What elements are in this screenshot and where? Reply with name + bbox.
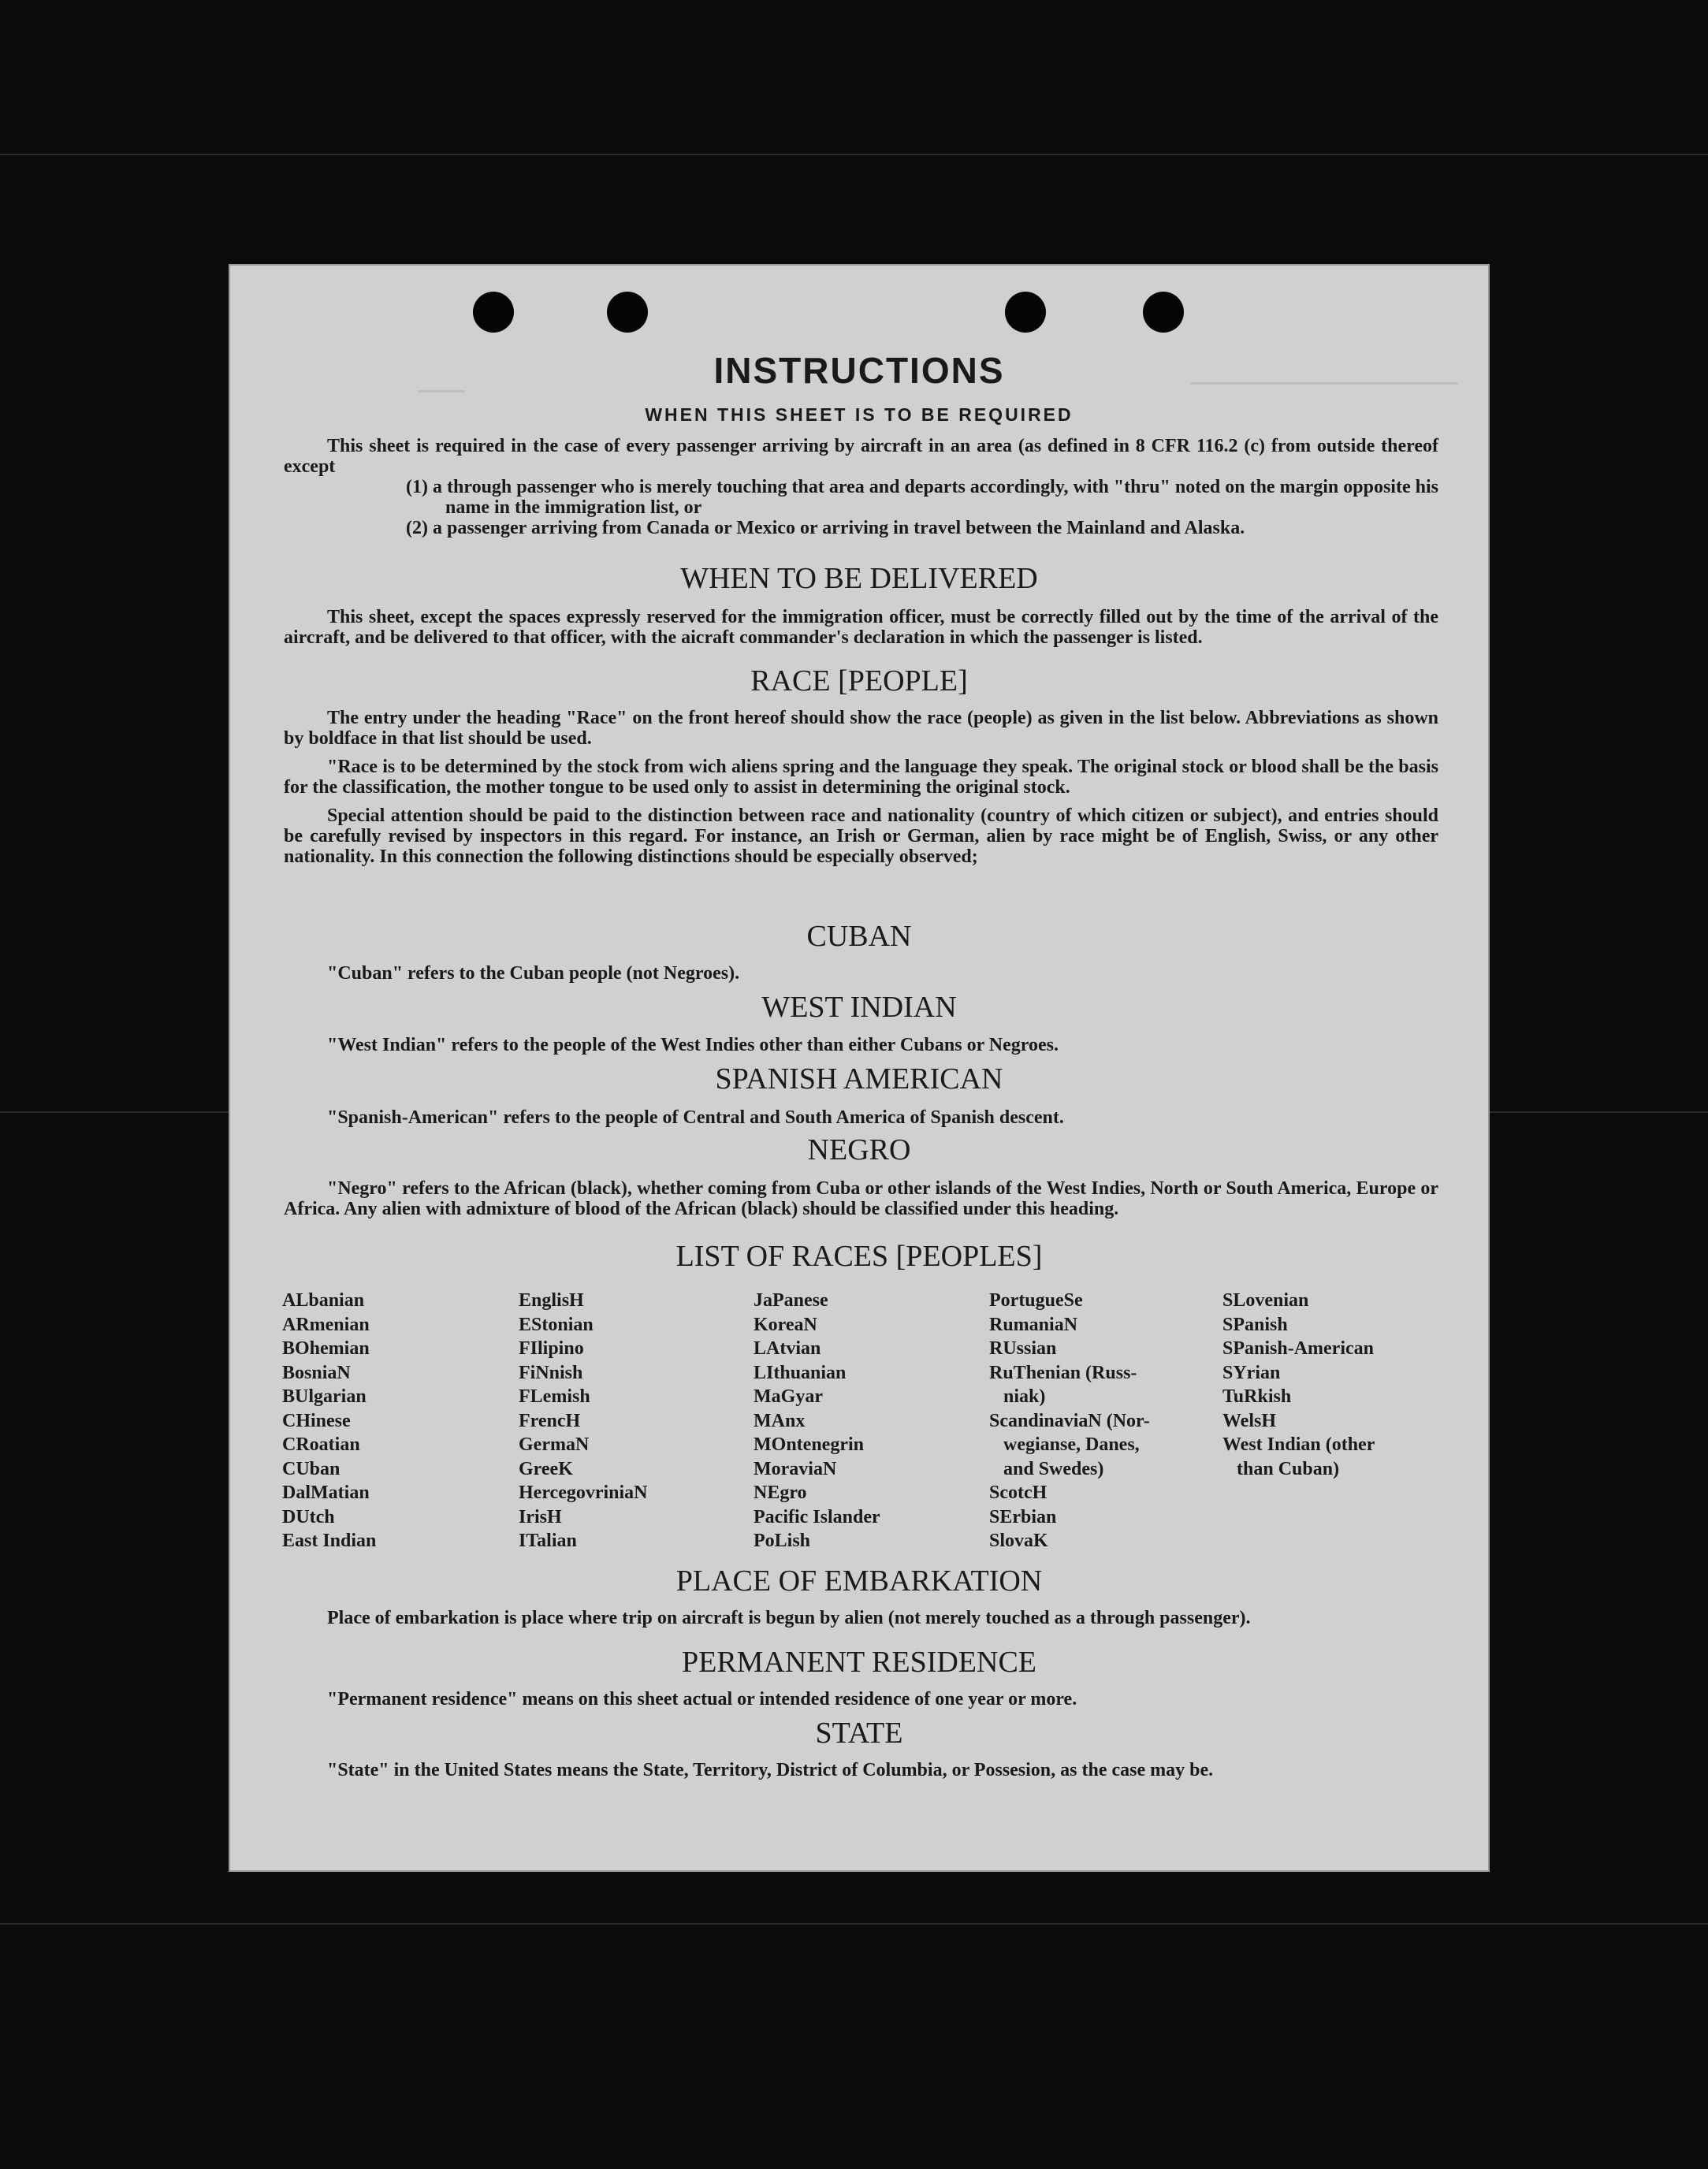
section-heading: SPANISH AMERICAN — [715, 1062, 1003, 1096]
race-item: DalMatian — [282, 1483, 370, 1503]
race-item: LIthuanian — [754, 1362, 847, 1383]
race-item: ScandinaviaN (Nor- — [989, 1410, 1150, 1431]
section-text — [284, 607, 1438, 648]
race-item: JaPanese — [754, 1290, 828, 1311]
race-item: SErbian — [989, 1506, 1057, 1527]
punch-hole — [473, 292, 514, 333]
race-item: ITalian — [519, 1531, 577, 1551]
race-item: ScotcH — [989, 1483, 1047, 1503]
embarkation-text: Place of embarkation is place where trip on aircraft is begun by alien (not merely touched as a through passenger). — [327, 1608, 1251, 1628]
race-item: FLemish — [519, 1386, 590, 1407]
race-item: MAnx — [754, 1410, 806, 1431]
race-item: Pacific Islander — [754, 1506, 880, 1527]
punch-hole — [607, 292, 648, 333]
race-item: BosniaN — [282, 1362, 351, 1383]
section-text — [284, 963, 1438, 984]
section-text — [284, 1178, 1438, 1219]
exception-item: (1) a through passenger who is merely touching that area and departs accordingly, with "thru" noted on the margin opposite his name in the immigration list, or — [406, 477, 1438, 518]
race-item: PoLish — [754, 1531, 811, 1551]
race-item: CHinese — [282, 1410, 351, 1431]
race-item: TuRkish — [1222, 1386, 1292, 1407]
race-item: FrencH — [519, 1410, 581, 1431]
section-text — [284, 708, 1438, 867]
punch-hole — [1143, 292, 1184, 333]
state-text: "State" in the United States means the State, Territory, District of Columbia, or Possesion, as the case may be. — [327, 1760, 1214, 1780]
page-title: INSTRUCTIONS — [713, 350, 1005, 391]
race-item: BUlgarian — [282, 1386, 367, 1407]
race-paragraph: The entry under the heading "Race" on the front hereof should show the race (people) as given in the list below. Abbreviations as shown by boldface in that list should be used. — [284, 708, 1438, 749]
section-heading: PLACE OF EMBARKATION — [675, 1564, 1043, 1598]
section-heading: WEST INDIAN — [761, 991, 957, 1024]
race-item: wegianse, Danes, — [989, 1434, 1140, 1455]
section-text — [284, 1107, 1438, 1128]
race-paragraph: Special attention should be paid to the distinction between race and nationality (country of which citizen or subject), and entries should be carefully revised by inspectors in this regard. For instance, an Irish or German, alien by race might be of English, Swiss, or any other nationality. In this connection the following distinctions should be especially observed; — [284, 805, 1438, 867]
section-heading: STATE — [815, 1717, 903, 1750]
race-item: MaGyar — [754, 1386, 823, 1407]
section-heading: WHEN TO BE DELIVERED — [680, 562, 1038, 595]
race-item: WelsH — [1222, 1410, 1277, 1431]
race-item: RuThenian (Russ- — [989, 1362, 1137, 1383]
section-text — [284, 1608, 1438, 1628]
race-item: SPanish-American — [1222, 1338, 1374, 1359]
section-heading: RACE [PEOPLE] — [750, 664, 968, 698]
race-item: ARmenian — [282, 1314, 370, 1335]
section-heading: PERMANENT RESIDENCE — [681, 1646, 1037, 1679]
cuban-text: "Cuban" refers to the Cuban people (not Negroes). — [327, 963, 740, 984]
intro-block — [284, 436, 1438, 538]
residence-text: "Permanent residence" means on this sheet actual or intended residence of one year or more. — [327, 1689, 1077, 1710]
negro-text: "Negro" refers to the African (black), whether coming from Cuba or other islands of the West Indies, North or South America, Europe or Africa. Any alien with admixture of blood of the African (black) should be classified under this heading. — [284, 1178, 1438, 1219]
race-item: FiNnish — [519, 1362, 583, 1383]
race-item: RUssian — [989, 1338, 1057, 1359]
section-heading: CUBAN — [806, 920, 912, 953]
race-item: MoraviaN — [754, 1458, 837, 1479]
race-list — [282, 1289, 1464, 1557]
section-heading: NEGRO — [807, 1133, 911, 1166]
race-column — [754, 1289, 990, 1553]
section-text — [284, 1689, 1438, 1710]
race-item: SYrian — [1222, 1362, 1281, 1383]
race-item: SlovaK — [989, 1531, 1048, 1551]
race-item: HercegovriniaN — [519, 1483, 648, 1503]
west-indian-text: "West Indian" refers to the people of the West Indies other than either Cubans or Negroes. — [327, 1035, 1059, 1055]
instruction-sheet — [229, 264, 1490, 1872]
race-item: PortugueSe — [989, 1290, 1083, 1311]
race-item: BOhemian — [282, 1338, 370, 1359]
race-item: EStonian — [519, 1314, 594, 1335]
race-item: and Swedes) — [989, 1458, 1104, 1479]
race-item: RumaniaN — [989, 1314, 1078, 1335]
race-item: FIlipino — [519, 1338, 584, 1359]
race-item: West Indian (other — [1222, 1434, 1375, 1455]
section-text — [284, 1035, 1438, 1055]
race-item: SPanish — [1222, 1314, 1288, 1335]
race-item: EnglisH — [519, 1290, 584, 1311]
race-item: SLovenian — [1222, 1290, 1309, 1311]
race-column — [282, 1289, 519, 1553]
race-item: KoreaN — [754, 1314, 817, 1335]
exception-item: (2) a passenger arriving from Canada or Mexico or arriving in travel between the Mainland and Alaska. — [406, 518, 1245, 538]
race-item: IrisH — [519, 1506, 562, 1527]
race-item: LAtvian — [754, 1338, 821, 1359]
intro-text: This sheet is required in the case of every passenger arriving by aircraft in an area (as defined in 8 CFR 116.2 (c) from outside thereof except — [284, 436, 1438, 477]
race-item: GermaN — [519, 1434, 590, 1455]
race-item: DUtch — [282, 1506, 335, 1527]
race-item: NEgro — [754, 1483, 807, 1503]
spanish-american-text: "Spanish-American" refers to the people of Central and South America of Spanish descent. — [327, 1107, 1064, 1128]
race-item: niak) — [989, 1386, 1046, 1407]
punch-hole — [1005, 292, 1046, 333]
section-heading: LIST OF RACES [PEOPLES] — [675, 1240, 1043, 1273]
page-subtitle: WHEN THIS SHEET IS TO BE REQUIRED — [645, 404, 1074, 425]
delivered-text: This sheet, except the spaces expressly reserved for the immigration officer, must be correctly filled out by the time of the arrival of the aircraft, and be delivered to that officer, with the aicraft commander's declaration in which the passenger is listed. — [284, 607, 1438, 648]
race-item: ALbanian — [282, 1290, 365, 1311]
race-item: than Cuban) — [1222, 1458, 1340, 1479]
race-column — [1222, 1289, 1459, 1481]
race-paragraph: "Race is to be determined by the stock from wich aliens spring and the language they speak. The original stock or blood shall be the basis for the classification, the mother tongue to be used only to assist in determining the original stock. — [284, 757, 1438, 798]
race-item: CUban — [282, 1458, 340, 1479]
section-text — [284, 1760, 1438, 1780]
race-column — [989, 1289, 1226, 1553]
race-item: MOntenegrin — [754, 1434, 864, 1455]
race-item: GreeK — [519, 1458, 573, 1479]
race-item: East Indian — [282, 1531, 377, 1551]
race-item: CRoatian — [282, 1434, 360, 1455]
race-column — [519, 1289, 755, 1553]
